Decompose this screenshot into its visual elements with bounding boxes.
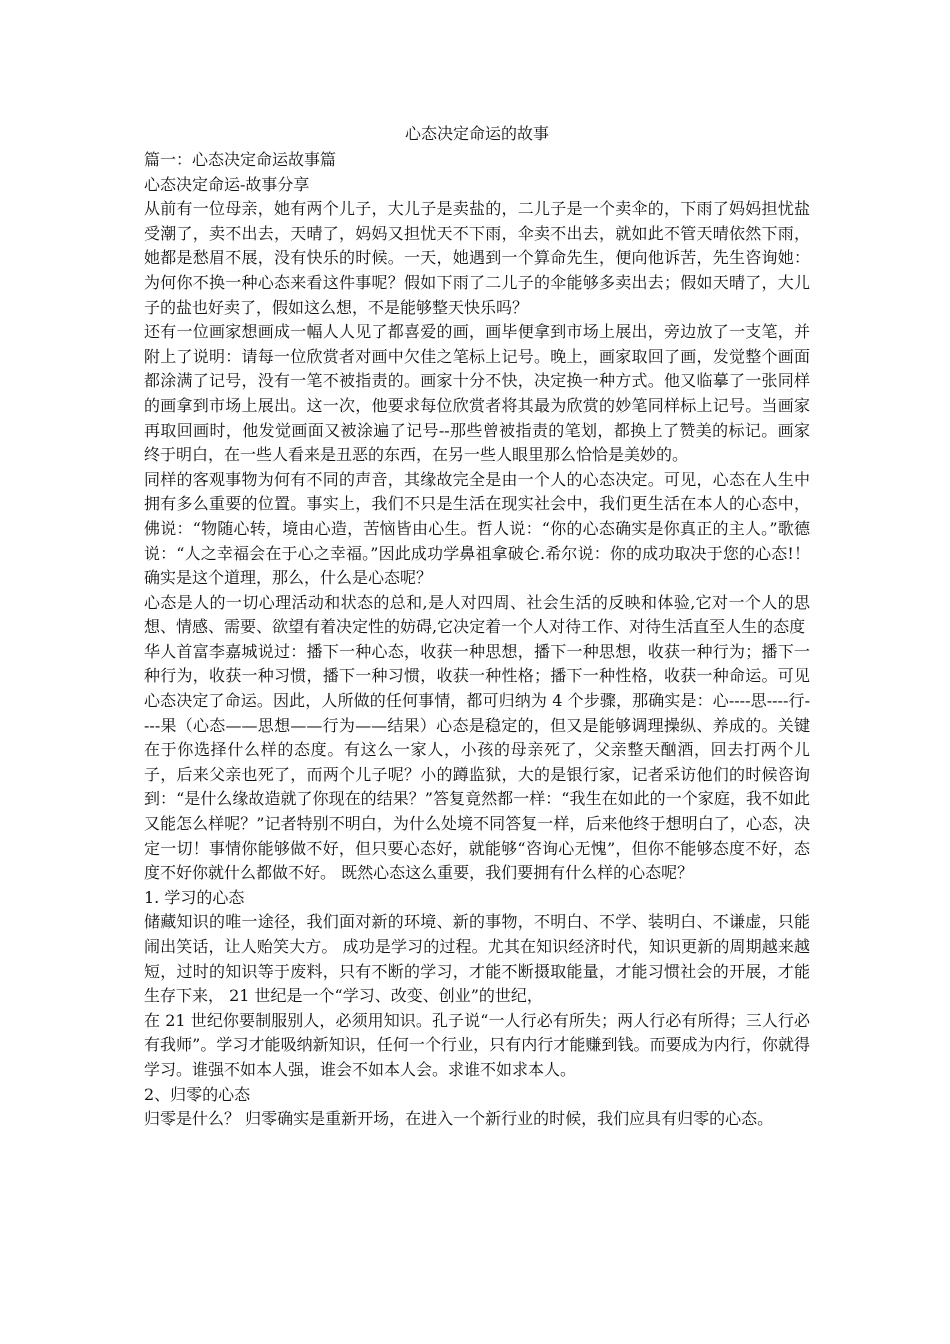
paragraph: 心态是人的一切心理活动和状态的总和,是人对四周、社会生活的反映和体验,它对一个人的思想、情感、需要、欲望有着决定性的妨碍,它决定着一个人对待工作、对待生活直至人生的态度 <box>144 592 810 637</box>
document-title: 心态决定命运的故事 <box>404 124 549 143</box>
paragraph: 华人首富李嘉城说过：播下一种心态，收获一种思想，播下一种思想，收获一种行为；播下一种行为，收获一种习惯，播下一种习惯，收获一种性格；播下一种性格，收获一种命运。可见心态决定了命运。因此，人所做的任何事情，都可归纳为 4 个步骤，那确实是：心----思----行----果（心态——思想——行为——结果）心态是稳定的，但又是能够调理操纵、养成的。关键在于你选择什么样的态度。有这么一家人，小孩的母亲死了，父亲整天酗酒，回去打两个儿子，后来父亲也死了，而两个儿子呢？小的蹲监狱，大的是银行家，记者采访他们的时候咨询到：“是什么缘故造就了你现在的结果？”答复竟然都一样：“我生在如此的一个家庭，我不如此又能怎么样呢？”记者特别不明白，为什么处境不同答复一样，后来他终于想明白了，心态，决定一切！事情你能够做不好，但只要心态好，就能够“咨询心无愧”，但你不能够态度不好，态度不好你就什么都做不好。 既然心态这么重要，我们要拥有什么样的心态呢？ <box>144 641 810 883</box>
paragraph: 从前有一位母亲，她有两个儿子，大儿子是卖盐的，二儿子是一个卖伞的，下雨了妈妈担忧盐受潮了，卖不出去，天晴了，妈妈又担忧天不下雨，伞卖不出去，就如此不管天晴依然下雨，她都是愁眉不展，没有快乐的时候。一天，她遇到一个算命先生，便向他诉苦，先生咨询她：为何你不换一种心态来看这件事呢？假如下雨了二儿子的伞能够多卖出去；假如天晴了，大儿子的盐也好卖了，假如这么想，不是能够整天快乐吗？ <box>144 199 810 317</box>
section-title-reset: 2、归零的心态 <box>144 1084 251 1104</box>
paragraph: 在 21 世纪你要制服别人，必须用知识。孔子说“一人行必有所失；两人行必有所得；三人行必有我师”。学习才能吸纳新知识，任何一个行业，只有内行才能赚到钱。而要成为内行，你就得学习。谁强不如本人强，谁会不如本人会。求谁不如求本人。 <box>144 1010 810 1079</box>
paragraph: 储藏知识的唯一途径，我们面对新的环境、新的事物，不明白、不学、装明白、不谦虚，只能闹出笑话，让人贻笑大方。 成功是学习的过程。尤其在知识经济时代，知识更新的周期越来越短，过时的知识等于废料，只有不断的学习，才能不断摄取能量，才能习惯社会的开展，才能生存下来， 21 世纪是一个“学习、改变、创业”的世纪， <box>144 912 810 1006</box>
chapter-heading: 篇一：心态决定命运故事篇 <box>144 150 337 169</box>
section-title-learning: 1. 学习的心态 <box>144 887 245 907</box>
document-body <box>144 122 810 1132</box>
paragraph: 归零是什么？ 归零确实是重新开场，在进入一个新行业的时候，我们应具有归零的心态。 <box>144 1109 774 1129</box>
paragraph: 同样的客观事物为何有不同的声音，其缘故完全是由一个人的心态决定。可见，心态在人生中拥有多么重要的位置。事实上，我们不只是生活在现实社会中，我们更生活在本人的心态中，佛说：“物随心转，境由心造，苦恼皆由心生。哲人说：“你的心态确实是你真正的主人。”歌德说：“人之幸福会在于心之幸福。”因此成功学鼻祖拿破仑.希尔说：你的成功取决于您的心态!！确实是这个道理，那么，什么是心态呢？ <box>144 469 810 588</box>
paragraph: 还有一位画家想画成一幅人人见了都喜爱的画，画毕便拿到市场上展出，旁边放了一支笔，并附上了说明：请每一位欣赏者对画中欠佳之笔标上记号。晚上，画家取回了画，发觉整个画面都涂满了记号，没有一笔不被指责的。画家十分不快，决定换一种方式。他又临摹了一张同样的画拿到市场上展出。这一次，他要求每位欣赏者将其最为欣赏的妙笔同样标上记号。当画家再取回画时，他发觉画面又被涂遍了记号--那些曾被指责的笔划，都换上了赞美的标记。画家终于明白，在一些人看来是丑恶的东西，在另一些人眼里那么恰恰是美妙的。 <box>144 322 810 465</box>
section-heading: 心态决定命运-故事分享 <box>144 174 310 194</box>
